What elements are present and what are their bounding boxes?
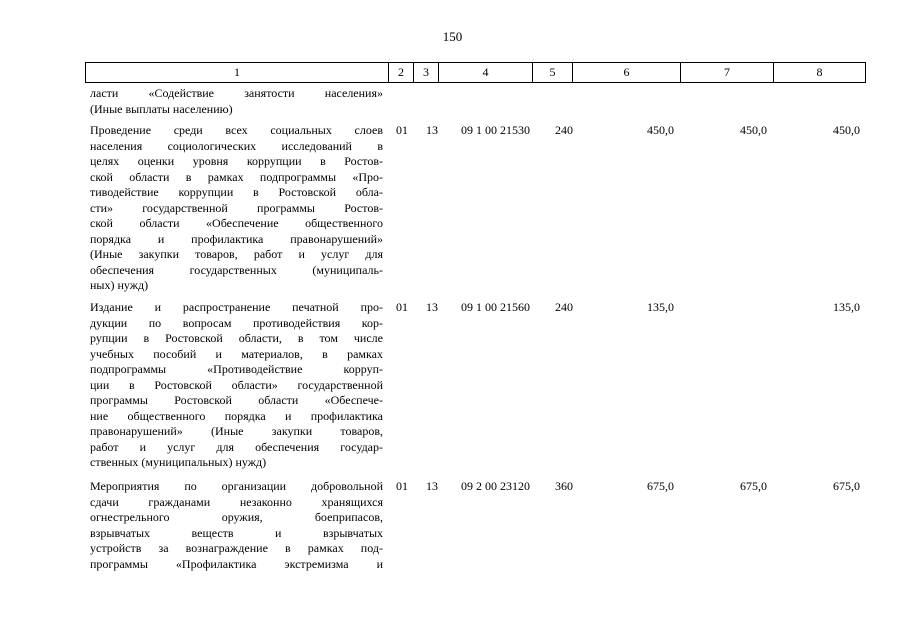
table-row-3-col-3: 13 xyxy=(426,479,438,493)
table-row-1-col-3: 13 xyxy=(426,123,438,137)
description-line: (Иные выплаты населению) xyxy=(90,101,233,116)
header-col-5: 5 xyxy=(532,63,572,82)
description-line: Мероприятия по организации добровольной xyxy=(90,479,383,493)
description-line: тиводействие коррупции в Ростовской обла- xyxy=(90,185,383,199)
description-line: ской области в рамках подпрограммы «Про- xyxy=(90,169,383,184)
table-header xyxy=(85,62,866,83)
table-row-1-col-6: 450,0 xyxy=(647,123,674,137)
description-line: сти» государственной программы Ростов- xyxy=(90,200,383,215)
description-line: работ и услуг для обеспечения государ- xyxy=(90,439,383,454)
description-line: рупции в Ростовской области, в том числе xyxy=(90,331,383,345)
description-line: подпрограммы «Противодействие корруп- xyxy=(90,362,383,376)
table-row-2-col-2: 01 xyxy=(396,300,408,314)
description-line: взрывчатых веществ и взрывчатых xyxy=(90,525,383,540)
description-line: населения социологических исследований в xyxy=(90,138,383,153)
description-line: ции в Ростовской области» государственной xyxy=(90,377,383,392)
description-line: целях оценки уровня коррупции в Ростов- xyxy=(90,154,383,168)
table-row-1-col-2: 01 xyxy=(396,123,408,137)
table-row-3-col-7: 675,0 xyxy=(740,479,767,493)
table-row-2-description xyxy=(90,300,383,471)
table-row-2-col-5: 240 xyxy=(555,300,573,314)
table-row-1-col-7: 450,0 xyxy=(740,123,767,137)
description-line: Издание и распространение печатной про- xyxy=(90,300,383,314)
table-row-2-col-3: 13 xyxy=(426,300,438,314)
description-line: ской области «Обеспечение общественного xyxy=(90,216,383,230)
table-row-2-col-8: 135,0 xyxy=(833,300,860,314)
description-line: Проведение среди всех социальных слоев xyxy=(90,123,383,137)
description-line: ственных (муниципальных) нужд) xyxy=(90,455,267,469)
table-row-3-col-6: 675,0 xyxy=(647,479,674,493)
table-row-1-col-8: 450,0 xyxy=(833,123,860,137)
table-row-3-col-8: 675,0 xyxy=(833,479,860,493)
description-line: ние общественного порядка и профилактика xyxy=(90,408,383,423)
table-row-1-col-5: 240 xyxy=(555,123,573,137)
table-row-3-col-5: 360 xyxy=(555,479,573,493)
header-col-4: 4 xyxy=(438,63,532,82)
description-line: учебных пособий и материалов, в рамках xyxy=(90,346,383,361)
description-line: сдачи гражданами незаконно хранящихся xyxy=(90,494,383,509)
header-col-8: 8 xyxy=(773,63,866,82)
table-row-3-col-2: 01 xyxy=(396,479,408,493)
table-row-3-col-4: 09 2 00 23120 xyxy=(461,479,530,493)
description-line: ных) нужд) xyxy=(90,278,149,292)
table-row-1-col-4: 09 1 00 21530 xyxy=(461,123,530,137)
description-line: ласти «Содействие занятости населения» xyxy=(90,86,383,100)
description-line: программы Ростовской области «Обеспече- xyxy=(90,393,383,407)
description-line: правонарушений» (Иные закупки товаров, xyxy=(90,424,383,438)
description-line: порядка и профилактика правонарушений» xyxy=(90,231,383,246)
table-row-2-col-6: 135,0 xyxy=(647,300,674,314)
table-row-2-col-4: 09 1 00 21560 xyxy=(461,300,530,314)
header-col-2: 2 xyxy=(388,63,413,82)
description-line: огнестрельного оружия, боеприпасов, xyxy=(90,510,383,524)
table-row-0-description xyxy=(90,86,383,117)
description-line: дукции по вопросам противодействия кор- xyxy=(90,315,383,330)
description-line: программы «Профилактика экстремизма и xyxy=(90,556,383,571)
page-number: 150 xyxy=(442,29,463,44)
header-col-7: 7 xyxy=(680,63,773,82)
table-row-3-description xyxy=(90,479,383,572)
description-line: устройств за вознаграждение в рамках под- xyxy=(90,541,383,555)
description-line: (Иные закупки товаров, работ и услуг для xyxy=(90,247,383,261)
header-col-1: 1 xyxy=(85,63,388,82)
description-line: обеспечения государственных (муниципаль- xyxy=(90,262,383,277)
header-col-6: 6 xyxy=(572,63,680,82)
table-row-1-description xyxy=(90,123,383,294)
header-col-3: 3 xyxy=(413,63,438,82)
